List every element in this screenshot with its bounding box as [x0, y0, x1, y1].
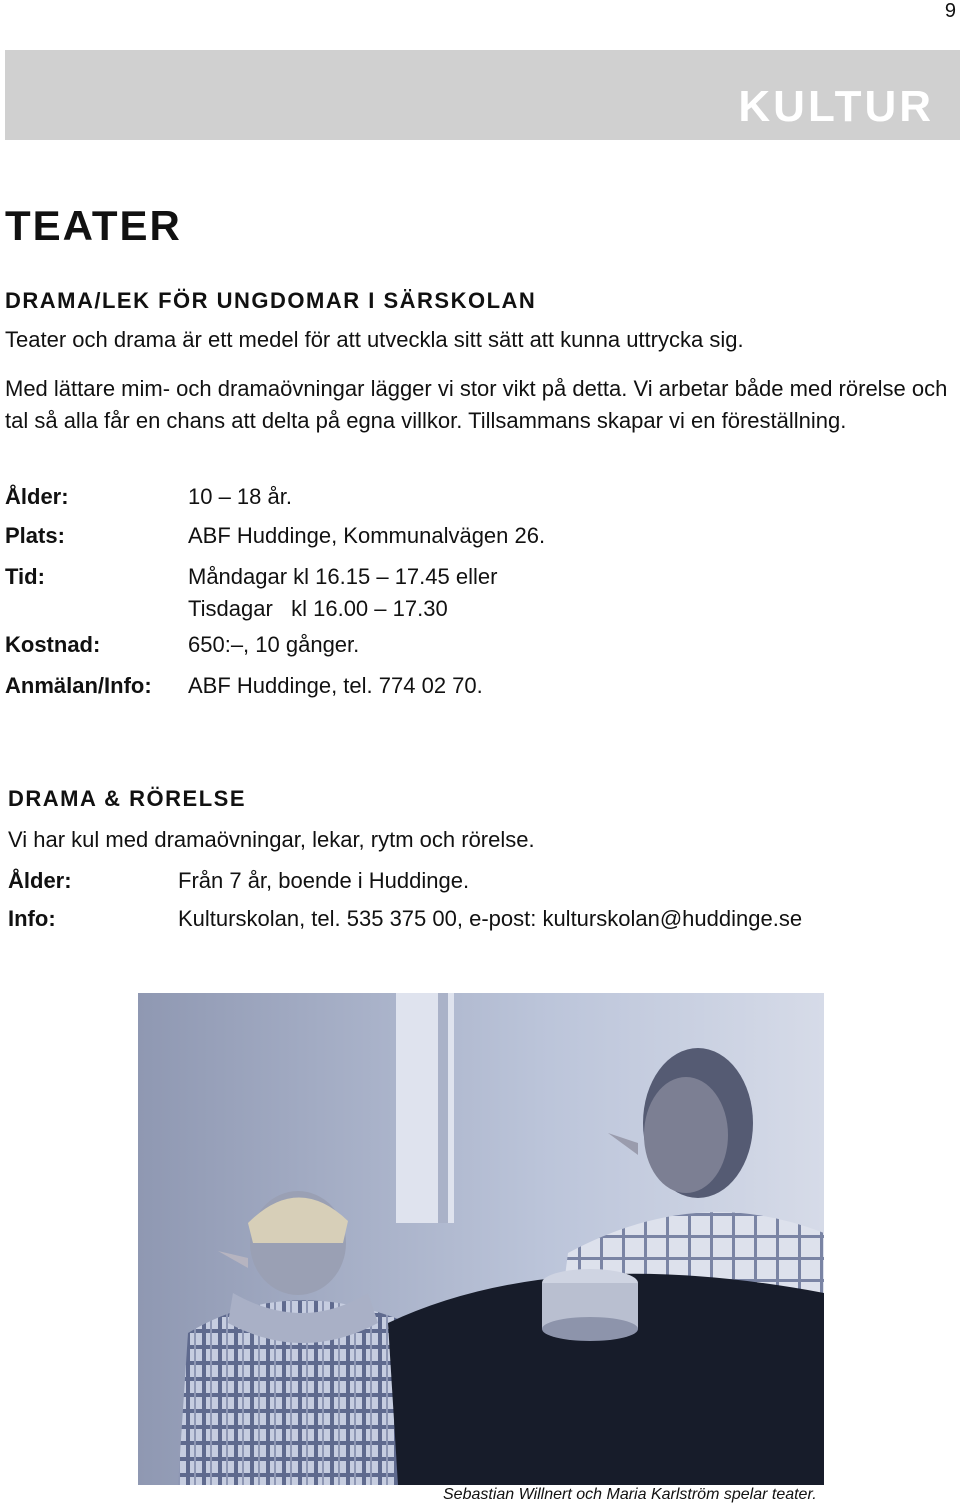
rorelse-info-label: Info:	[8, 906, 56, 931]
age-value: 10 – 18 år.	[188, 484, 292, 509]
section-title: TEATER	[5, 202, 182, 249]
drama-lek-heading: DRAMA/LEK FÖR UNGDOMAR I SÄRSKOLAN	[5, 288, 537, 313]
cost-label: Kostnad:	[5, 632, 101, 657]
drama-lek-description: Med lättare mim- och dramaövningar lägger vi stor vikt på detta. Vi arbetar både med rörelse och tal så alla får en chans att delta på egna villkor. Tillsammans skapar vi en föreställning.	[5, 376, 948, 433]
rorelse-info-value: Kulturskolan, tel. 535 375 00, e-post: kulturskolan@huddinge.se	[178, 906, 803, 931]
time-value-monday: Måndagar kl 16.15 – 17.45 eller	[188, 564, 498, 589]
drama-rorelse-intro: Vi har kul med dramaövningar, lekar, rytm och rörelse.	[8, 827, 535, 852]
time-label: Tid:	[5, 564, 45, 589]
place-label: Plats:	[5, 523, 65, 548]
rorelse-age-value: Från 7 år, boende i Huddinge.	[178, 868, 470, 893]
photo-caption: Sebastian Willnert och Maria Karlström spelar teater.	[443, 1486, 817, 1503]
theater-photo	[138, 993, 824, 1485]
cost-value: 650:–, 10 gånger.	[188, 632, 360, 657]
page-number: 9	[944, 0, 956, 22]
signup-value: ABF Huddinge, tel. 774 02 70.	[188, 673, 483, 698]
rorelse-age-label: Ålder:	[8, 868, 72, 893]
age-label: Ålder:	[5, 484, 69, 509]
drama-lek-intro: Teater och drama är ett medel för att utveckla sitt sätt att kunna uttrycka sig.	[5, 327, 744, 352]
time-value-tuesday: Tisdagar kl 16.00 – 17.30	[188, 596, 448, 621]
drama-rorelse-heading: DRAMA & RÖRELSE	[8, 786, 247, 811]
header-banner	[5, 50, 960, 140]
place-value: ABF Huddinge, Kommunalvägen 26.	[188, 523, 546, 548]
theater-photo-illustration	[138, 993, 824, 1485]
banner-title: KULTUR	[738, 82, 934, 131]
signup-label: Anmälan/Info:	[5, 673, 152, 698]
